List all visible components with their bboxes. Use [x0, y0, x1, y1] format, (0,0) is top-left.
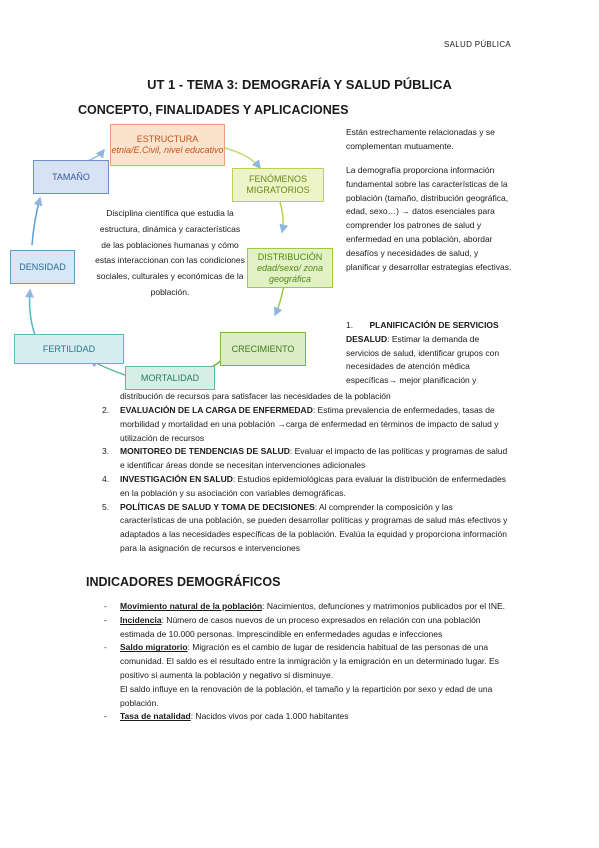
indicator-extra: El saldo influye en la renovación de la población, el tamaño y la repartición por sexo y edad de una población. [120, 683, 493, 708]
item-title: MONITOREO DE TENDENCIAS DE SALUD [120, 446, 290, 457]
paragraph-relacion: Están estrechamente relacionadas y se complementan mutuamente. [346, 127, 495, 151]
node-tamano-label: TAMAÑO [52, 171, 90, 182]
indicator-title: Tasa de natalidad [120, 711, 191, 722]
indicator-item [104, 600, 512, 614]
node-densidad-label: DENSIDAD [19, 261, 66, 272]
indicator-text: : Número de casos nuevos de un proceso expresados en relación con una población estimada de 10.000 personas. Imprescindible en enfermedades agudas e infecciones [120, 614, 481, 639]
node-distribucion-label: DISTRIBUCIÓN [257, 251, 323, 262]
node-mortalidad [125, 366, 215, 390]
item-title: PLANIFICACIÓN DE SERVICIOS DESALUD [346, 320, 499, 344]
item-text: : Estimar la demanda de servicios de salud, identificar grupos con necesidades de atención médica específicas→ mejor planificación y [346, 333, 500, 386]
section-heading-concepto: CONCEPTO, FINALIDADES Y APLICACIONES [78, 103, 349, 117]
item-number: 3. [102, 446, 110, 457]
indicator-item [104, 614, 512, 642]
item-number: 5. [102, 501, 110, 512]
list-item [102, 501, 508, 556]
dash-bullet: - [104, 642, 107, 653]
node-fertilidad-label: FERTILIDAD [42, 343, 96, 354]
node-distribucion [247, 248, 333, 288]
node-fenomenos-label: FENÓMENOS MIGRATORIOS [246, 174, 310, 195]
node-estructura [110, 124, 225, 166]
diagram-center-definition: Disciplina científica que estudia la estructura, dinámica y características de las poblaciones humanas y cómo estas interaccionan con las condiciones sociales, culturales y económicas de la población. [95, 208, 245, 297]
item-text: : Estima prevalencia de enfermedades, tasas de morbilidad y mortalidad en una población →carga de enfermedad en términos de impacto de salud y utilización de recursos [120, 405, 499, 443]
indicator-item [104, 710, 512, 724]
node-mortalidad-label: MORTALIDAD [140, 372, 200, 383]
indicator-text: : Nacidos vivos por cada 1.000 habitantes [190, 711, 349, 722]
item-number: 4. [102, 473, 110, 484]
dash-bullet: - [104, 711, 107, 722]
node-densidad [10, 250, 75, 284]
page-header: SALUD PÚBLICA [444, 40, 512, 49]
indicator-title: Movimiento natural de la población [120, 601, 263, 611]
node-tamano [33, 160, 109, 194]
list-item [102, 445, 508, 473]
indicators-list [104, 600, 512, 724]
numbered-list [102, 404, 508, 556]
list-item [102, 404, 508, 445]
node-fenomenos [232, 168, 324, 202]
item-title: INVESTIGACIÓN EN SALUD [120, 473, 233, 484]
node-estructura-label: ESTRUCTURA [136, 134, 199, 144]
node-estructura-sub: etnia/E.Civil, nivel educativo [111, 145, 224, 155]
list-item-1-continuation: distribución de recursos para satisfacer las necesidades de la población [120, 391, 391, 401]
dash-bullet: - [104, 601, 107, 611]
node-crecimiento [220, 332, 306, 366]
section-heading-indicadores: INDICADORES DEMOGRÁFICOS [86, 575, 281, 589]
indicator-title: Saldo migratorio [120, 642, 188, 653]
list-item [102, 473, 508, 501]
item-title: EVALUACIÓN DE LA CARGA DE ENFERMEDAD [120, 405, 313, 415]
item-text: : Evaluar el impacto de las políticas y programas de salud e identificar áreas donde se necesitan intervenciones adicionales [120, 446, 508, 471]
demography-cycle-diagram [10, 120, 340, 390]
node-crecimiento-label: CRECIMIENTO [231, 343, 295, 354]
item-text: : Estudios epidemiológicas para evaluar la distribución de enfermedades en la población y su asociación con variables demográficas. [120, 473, 506, 498]
indicator-item [104, 641, 512, 710]
indicator-text: : Migración es el cambio de lugar de residencia habitual de las personas de una comunidad. El saldo es el resultado entre la inmigración y la emigración en un determinado lugar. Es positivo si aumenta la población y negativo si disminuye. [120, 642, 499, 680]
item-number: 1. [346, 320, 354, 330]
paragraph-demografia: La demografía proporciona información fundamental sobre las características de la población (tamaño, distribución geográfica, edad, sexo…) → datos esenciales para comprender los patrones de salud y enfermedad en una población, abordar desafíos y necesidades de salud, y planificar y desarrollar estrategias efectivas. [346, 165, 512, 272]
page-title: UT 1 - TEMA 3: DEMOGRAFÍA Y SALUD PÚBLICA [147, 77, 452, 92]
node-fertilidad [14, 334, 124, 364]
node-distribucion-sub: edad/sexo/ zona geográfica [256, 262, 324, 284]
item-number: 2. [102, 405, 110, 415]
list-item-1 [346, 319, 512, 388]
dash-bullet: - [104, 614, 107, 625]
indicator-title: Incidencia [120, 614, 162, 625]
item-text: : Al comprender la composición y las características de una población, se pueden desarrollar políticas y programas de salud más efectivos y adaptados a las necesidades específicas de la población. Evalúa la equidad y proporciona información para la asignación de recursos e intervenciones [120, 501, 508, 553]
indicator-text: : Nacimientos, defunciones y matrimonios publicados por el INE. [262, 601, 505, 611]
item-title: POLÍTICAS DE SALUD Y TOMA DE DECISIONES [120, 501, 315, 512]
